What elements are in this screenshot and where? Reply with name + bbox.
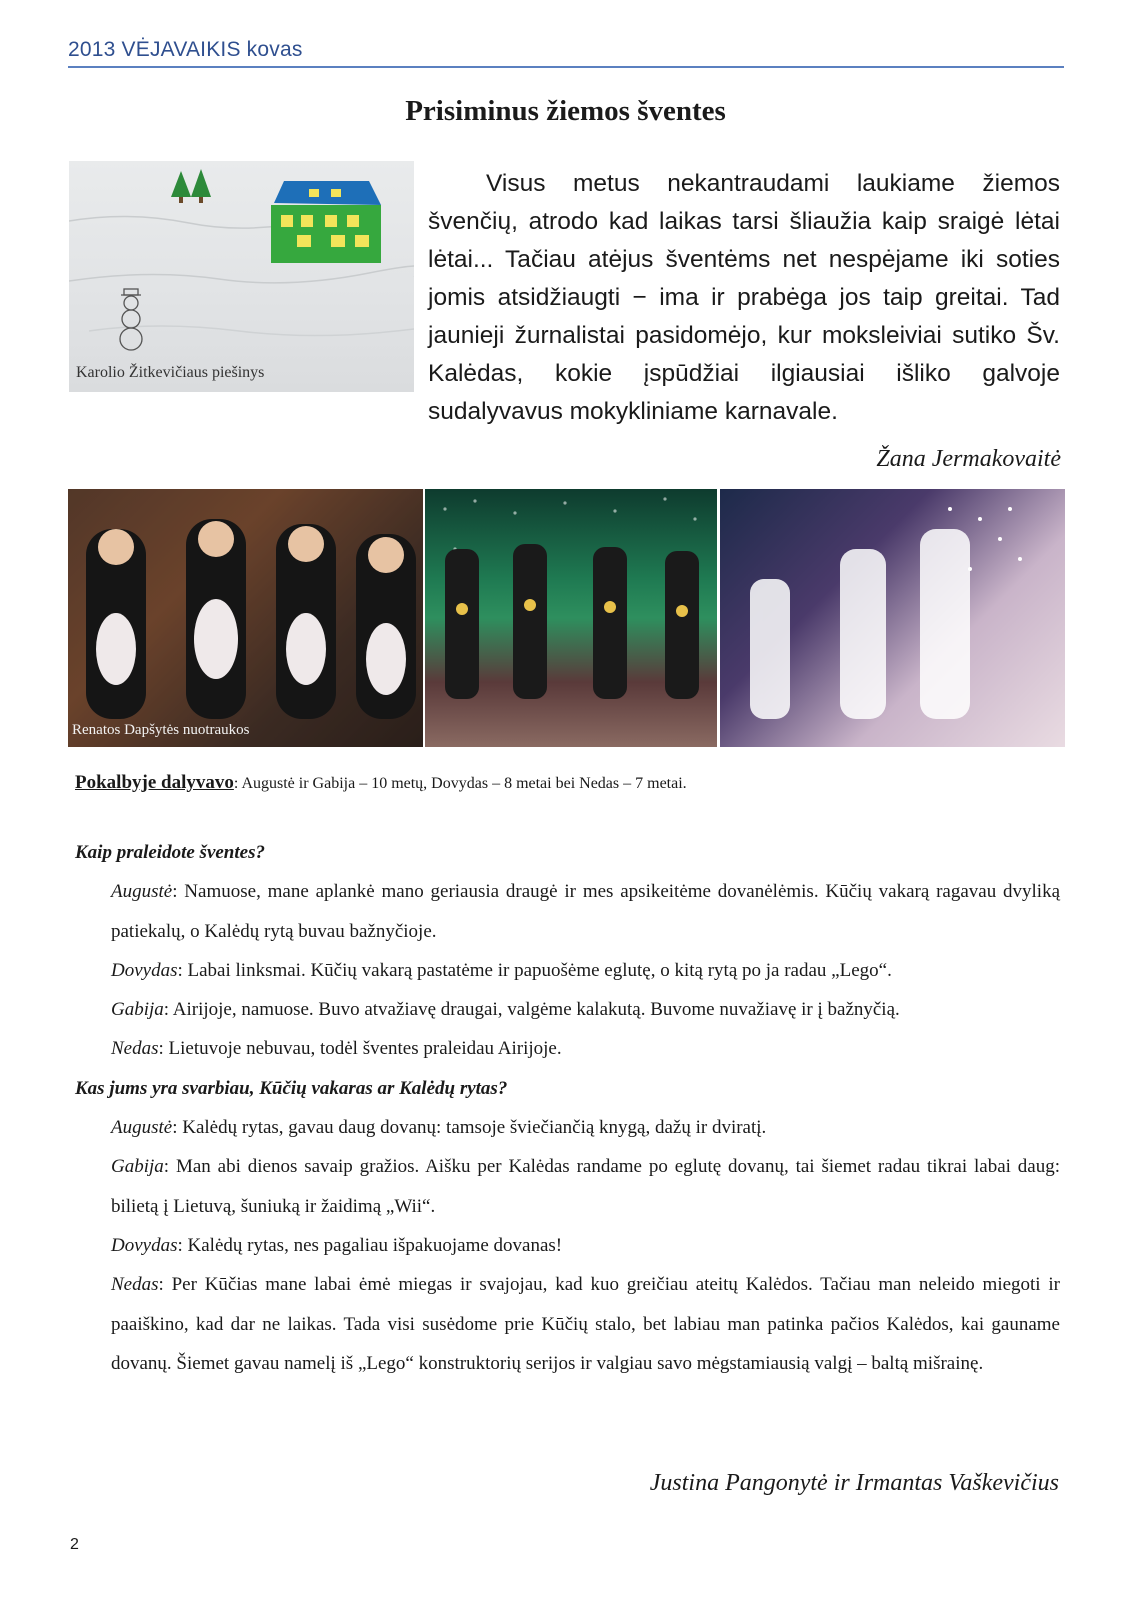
speaker-name: Dovydas: [111, 959, 178, 981]
answer-text: : Lietuvoje nebuvau, todėl šventes praleidau Airijoje.: [158, 1038, 562, 1060]
participants-line: [75, 772, 687, 794]
snow-dancers-illustration: [720, 489, 1065, 747]
participants-label: Pokalbyje dalyvavo: [75, 772, 234, 793]
interview-answer: [75, 1147, 1060, 1226]
interview-question: Kaip praleidote šventes?: [75, 842, 265, 863]
penguin-dancers-illustration: [68, 489, 423, 747]
interview-answer: [75, 1226, 1060, 1265]
speaker-name: Nedas: [111, 1038, 159, 1060]
header-rule: [68, 66, 1064, 68]
answer-text: : Kalėdų rytas, nes pagaliau išpakuojame dovanas!: [177, 1234, 563, 1256]
participants-text: : Augustė ir Gabija – 10 metų, Dovydas – 8 metai bei Nedas – 7 metai.: [233, 775, 687, 792]
magazine-header: 2013 VĖJAVAIKIS kovas: [68, 38, 303, 61]
interview-answer: [75, 1029, 1060, 1068]
photo-caption: Renatos Dapšytės nuotraukos: [72, 722, 250, 738]
intro-text: Visus metus nekantraudami laukiame žiemos švenčių, atrodo kad laikas tarsi šliaužia kaip sraigė lėtai lėtai... Tačiau atėjus šventėms net nespėjame iki soties jomis atsidžiaugti − ima ir prabėga jos taip greitai. Tad jaunieji žurnalistai pasidomėjo, kur moksleiviai sutiko Šv. Kalėdas, kokie įspūdžiai ilgiausiai išliko galvoje sudalyvavus mokykliniame karnavale.: [428, 170, 1060, 425]
interview-question: Kas jums yra svarbiau, Kūčių vakaras ar Kalėdų rytas?: [75, 1077, 508, 1099]
intro-author: Žana Jermakovaitė: [876, 446, 1061, 472]
answer-text: : Labai linksmai. Kūčių vakarą pastatėme ir papuošėme eglutę, o kitą rytą po ja radau „Lego“.: [177, 959, 892, 981]
speaker-name: Augustė: [111, 881, 173, 903]
answer-text: : Man abi dienos savaip gražios. Aišku per Kalėdas randame po eglutę dovanų, tai šiemet radau tikrai labai daug: bilietą į Lietuvą, šuniuką ir žaidimą „Wii“.: [111, 1156, 1060, 1217]
stage-dancers-illustration: [425, 489, 717, 747]
photo-stage-dancers: [425, 489, 717, 747]
answer-text: : Per Kūčias mane labai ėmė miegas ir svajojau, kad kuo greičiau ateitų Kalėdos. Tačiau man neleido miegoti ir paaiškino, kad dar ne laikas. Tada visi susėdome prie Kūčių stalo, bet labiau man patinka pačios Kalėdos, kai gauname dovanų. Šiemet gavau namelį iš „Lego“ konstruktorių serijos ir valgiau savo mėgstamiausią valgį – baltą mišrainę.: [111, 1274, 1060, 1374]
photo-penguin-costumes: [68, 489, 423, 747]
interview-answer: [75, 951, 1060, 990]
answer-text: : Namuose, mane aplankė mano geriausia draugė ir mes apsikeitėme dovanėlėmis. Kūčių vakarą ragavau dvyliką patiekalų, o Kalėdų rytą buvau bažnyčioje.: [111, 881, 1060, 942]
interview-answer: [75, 1108, 1060, 1147]
interview-answer: [75, 1265, 1060, 1383]
answer-text: : Kalėdų rytas, gavau daug dovanų: tamsoje šviečiančią knygą, dažų ir dviratį.: [172, 1117, 767, 1139]
interview: [75, 833, 1060, 1383]
drawing-caption: Karolio Žitkevičiaus piešinys: [76, 364, 265, 381]
speaker-name: Gabija: [111, 1156, 164, 1178]
article-title: Prisiminus žiemos šventes: [405, 95, 726, 127]
interview-answer: [75, 990, 1060, 1029]
intro-paragraph: [70, 165, 1060, 431]
speaker-name: Nedas: [111, 1274, 159, 1296]
interview-answer: [75, 872, 1060, 951]
page-number: 2: [70, 1536, 79, 1553]
answer-text: : Airijoje, namuose. Buvo atvažiavę draugai, valgėme kalakutą. Buvome nuvažiavę ir į bažnyčią.: [163, 999, 900, 1021]
speaker-name: Gabija: [111, 999, 164, 1021]
speaker-name: Dovydas: [111, 1234, 178, 1256]
photo-snow-dance: [720, 489, 1065, 747]
speaker-name: Augustė: [111, 1117, 173, 1139]
float-spacer: [70, 165, 428, 407]
article-authors: Justina Pangonytė ir Irmantas Vaškevičius: [649, 1470, 1059, 1496]
